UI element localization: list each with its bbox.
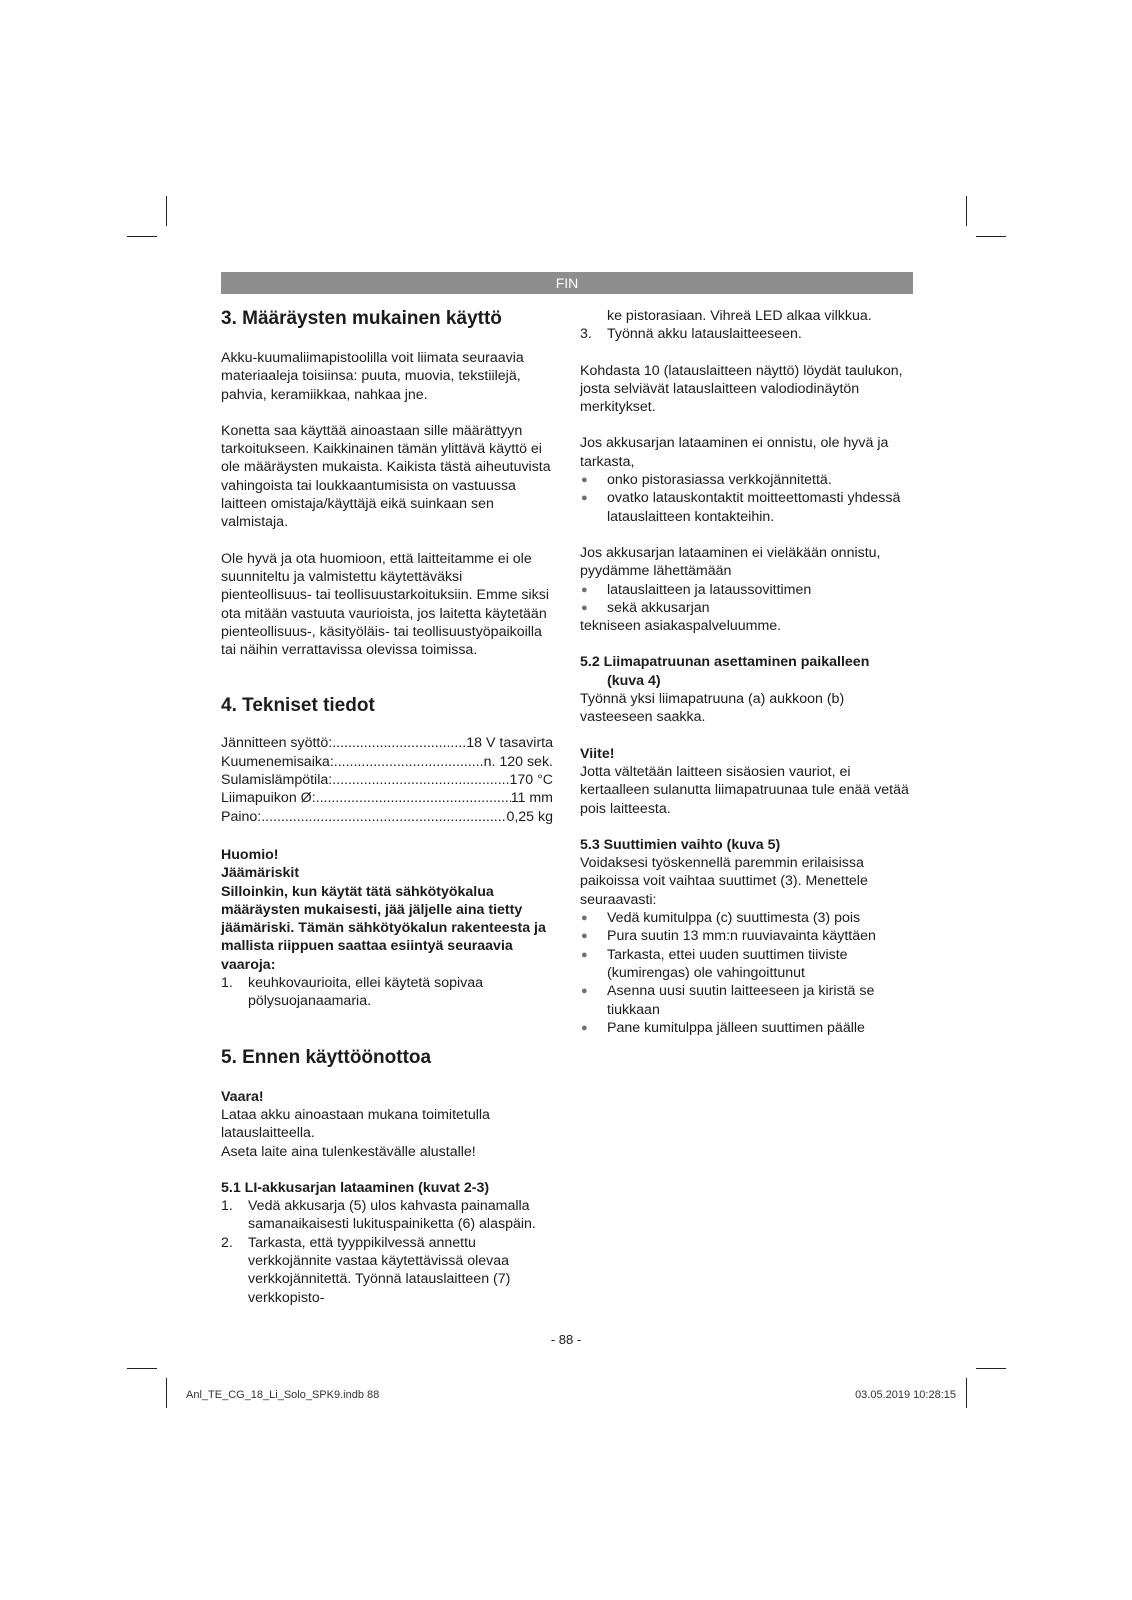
spec-row <box>221 753 553 771</box>
risk-list <box>221 974 553 1011</box>
section-4-title: 4. Tekniset tiedot <box>221 695 375 717</box>
item-text: Tarkasta, että tyyppikilvessä annettu verkkojännite vastaa käytettävissä olevaa verkkojännitettä. Työnnä latauslaitteen (7) verkkopisto- <box>248 1234 511 1306</box>
spec-value: 0,25 kg <box>506 808 553 825</box>
list-item <box>221 1197 553 1234</box>
section-5-2-title-cont: (kuva 4) <box>607 672 661 689</box>
spec-leader <box>332 771 509 789</box>
item-number: 1. <box>221 1198 233 1215</box>
list-item <box>221 974 553 1011</box>
spec-label: Jännitteen syöttö: <box>221 735 333 752</box>
list-item: ● Vedä kumitulppa (c) suuttimesta (3) pois <box>580 909 913 927</box>
right-column <box>580 307 913 1037</box>
send-list <box>580 581 913 618</box>
spec-value: 11 mm <box>510 790 553 807</box>
list-item: ● onko pistorasiassa verkkojännitettä. <box>580 471 913 489</box>
paragraph: Lataa akku ainoastaan mukana toimitetulla latauslaitteella. <box>221 1106 490 1142</box>
section-5-3-title: 5.3 Suuttimien vaihto (kuva 5) <box>580 836 781 853</box>
crop-mark <box>966 196 967 226</box>
charging-steps <box>221 1197 553 1307</box>
crop-mark <box>976 1368 1006 1369</box>
list-item <box>221 1234 553 1307</box>
section-5-title: 5. Ennen käyttöönottoa <box>221 1046 432 1068</box>
spec-list <box>221 734 553 825</box>
paragraph: Ole hyvä ja ota huomioon, että laitteitamme ei ole suunniteltu ja valmistettu käytettäväksi pienteollisuus- tai teollisuustarkoituksiin. Emme siksi ota mitään vastuuta vaurioista, jos laitetta käytetään pienteollisuus-, käsityöläis- tai teollisuustyöpaikoilla tai näihin verrattavissa olevissa toimissa. <box>221 550 550 659</box>
charging-steps-cont <box>580 325 913 343</box>
language-header: FIN <box>221 272 913 294</box>
paragraph: Kohdasta 10 (latauslaitteen näyttö) löydät taulukon, josta selviävät latauslaitteen valodiodinäytön merkitykset. <box>580 362 903 416</box>
paragraph: Aseta laite aina tulenkestävälle alustalle! <box>221 1143 476 1160</box>
crop-mark <box>127 1368 157 1369</box>
list-item: ● sekä akkusarjan <box>580 599 913 617</box>
spec-label: Liimapuikon Ø: <box>221 790 316 807</box>
note-title: Huomio! <box>221 846 279 863</box>
check-list <box>580 471 913 526</box>
spec-row <box>221 734 553 752</box>
spec-leader <box>334 753 484 771</box>
spec-value: n. 120 sek. <box>483 753 553 770</box>
list-item: ● Pane kumitulppa jälleen suuttimen päälle <box>580 1019 913 1037</box>
tip-title: Viite! <box>580 745 615 762</box>
list-item: ● Asenna uusi suutin laitteeseen ja kiristä se tiukkaan <box>580 982 913 1019</box>
spec-row <box>221 771 553 789</box>
paragraph: Jos akkusarjan lataaminen ei vieläkään onnistu, pyydämme lähettämään <box>580 544 881 580</box>
paragraph: Konetta saa käyttää ainoastaan sille määrättyyn tarkoitukseen. Kaikkinainen tämän ylittävä käyttö ei ole määräysten mukaista. Kaikista tästä aiheutuvista vahingoista tai loukkaantumisista on vastuussa laitteen omistaja/käyttäjä eikä suinkaan sen valmistaja. <box>221 422 551 531</box>
section-5-1-title: 5.1 LI-akkusarjan lataaminen (kuvat 2-3) <box>221 1179 490 1196</box>
paragraph: tekniseen asiakaspalveluumme. <box>580 618 782 635</box>
section-3-title: 3. Määräysten mukainen käyttö <box>221 308 502 329</box>
spec-row <box>221 789 553 807</box>
crop-mark <box>166 1378 167 1408</box>
crop-mark <box>166 196 167 226</box>
paragraph: Jos akkusarjan lataaminen ei onnistu, ole hyvä ja tarkasta, <box>580 435 889 470</box>
paragraph: Työnnä yksi liimapatruuna (a) aukkoon (b) vasteeseen saakka. <box>580 691 845 726</box>
list-item <box>580 325 913 343</box>
spec-value: 170 °C <box>509 772 553 789</box>
crop-mark <box>966 1378 967 1408</box>
nozzle-steps <box>580 909 913 1037</box>
item-text: Vedä akkusarja (5) ulos kahvasta painamalla samanaikaisesti lukituspainiketta (6) alaspäin. <box>248 1198 536 1233</box>
crop-mark <box>976 236 1006 237</box>
list-item: ● Pura suutin 13 mm:n ruuviavainta käyttäen <box>580 927 913 945</box>
list-item: ● ovatko latauskontaktit moitteettomasti yhdessä latauslaitteen kontakteihin. <box>580 489 913 526</box>
section-5-2-title: 5.2 Liimapatruunan asettaminen paikalleen <box>580 654 870 671</box>
footer-filename: Anl_TE_CG_18_Li_Solo_SPK9.indb 88 <box>186 1389 380 1401</box>
list-item: ● Tarkasta, ettei uuden suuttimen tiiviste (kumirengas) ole vahingoittunut <box>580 946 913 983</box>
paragraph: Jotta vältetään laitteen sisäosien vauriot, ei kertaalleen sulanutta liimapatruunaa tule enää vetää pois laitteesta. <box>580 763 909 817</box>
page-number: - 88 - <box>550 1332 582 1347</box>
item-text: Työnnä akku latauslaitteeseen. <box>607 326 802 343</box>
danger-title: Vaara! <box>221 1088 264 1105</box>
spec-row <box>221 808 553 826</box>
paragraph: Voidaksesi työskennellä paremmin erilaisissa paikoissa voit vaihtaa suuttimet (3). Menettele seuraavasti: <box>580 855 868 908</box>
spec-leader <box>316 789 511 807</box>
item-number: 3. <box>580 326 592 343</box>
spec-label: Paino: <box>221 808 262 825</box>
spec-value: 18 V tasavirta <box>466 735 553 752</box>
note-body: Silloinkin, kun käytät tätä sähkötyökalua määräysten mukaisesti, jää jäljelle aina tietty jäämäriski. Tämän sähkötyökalun rakenteesta ja mallista riippuen saattaa esiintyä seuraavia vaaroja: <box>221 883 546 973</box>
crop-mark <box>127 236 157 237</box>
footer-timestamp: 03.05.2019 10:28:15 <box>855 1389 956 1401</box>
item-number: 1. <box>221 975 233 992</box>
spec-leader <box>261 808 506 826</box>
paragraph: Akku-kuumaliimapistoolilla voit liimata seuraavia materiaaleja toisiinsa: puuta, muovia, tekstiilejä, pahvia, keramiikkaa, nahkaa jne. <box>221 350 524 403</box>
spec-label: Sulamislämpötila: <box>221 772 333 789</box>
continued-line: ke pistorasiaan. Vihreä LED alkaa vilkkua. <box>607 308 872 324</box>
item-text: keuhkovaurioita, ellei käytetä sopivaa pölysuojanaamaria. <box>248 975 484 1010</box>
spec-leader <box>332 734 466 752</box>
spec-label: Kuumenemisaika: <box>221 753 334 770</box>
note-subtitle: Jäämäriskit <box>221 865 300 882</box>
left-column <box>221 307 553 1307</box>
item-number: 2. <box>221 1234 233 1251</box>
list-item: ● latauslaitteen ja lataussovittimen <box>580 581 913 599</box>
